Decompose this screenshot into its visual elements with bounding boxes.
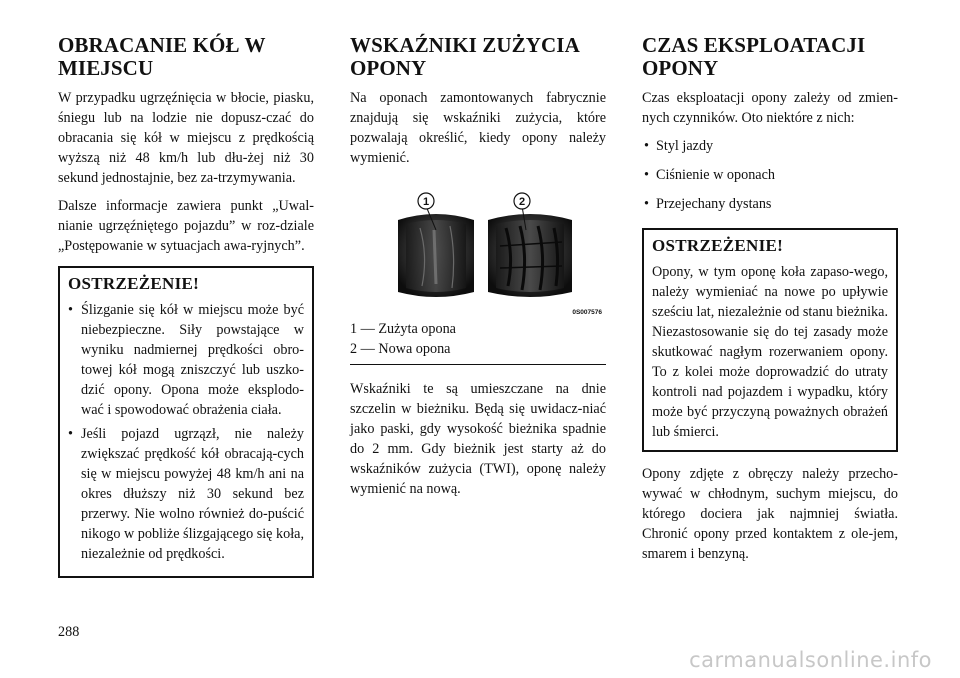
new-tire-icon bbox=[488, 214, 572, 297]
paragraph: Dalsze informacje zawiera punkt „Uwal-nianie ugrzęźniętego pojazdu” w roz-dziale „Postępowanie w sytuacjach awa-ryjnych”. bbox=[58, 198, 314, 254]
warning-item: • Ślizganie się kół w miejscu może być niebezpieczne. Siły powstające w wyniku nadmiernej prędkości obro-towej kół mogą zniszczyć lub uszko-dzić opony. Opona może eksplodo-wać i spowodować obrażenia ciała. bbox=[68, 300, 304, 420]
watermark: carmanualsonline.info bbox=[689, 648, 932, 672]
paragraph: Czas eksploatacji opony zależy od zmien-nych czynników. Oto niektóre z nich: bbox=[642, 90, 898, 126]
warning-title: OSTRZEŻENIE! bbox=[652, 236, 784, 255]
figure-code: 0S007576 bbox=[572, 309, 602, 316]
paragraph: W przypadku ugrzęźnięcia w błocie, piasku, śniegu lub na lodzie nie dopusz-czać do obracania się kół w miejscu z prędkością wyższą niż 48 km/h lub dłu-żej niż 30 sekund jednostajnie, bez za-trzymywania. bbox=[58, 90, 314, 186]
paragraph: Na oponach zamontowanych fabrycznie znajdują się wskaźniki zużycia, które pozwalają określić, kiedy opony należy wymienić. bbox=[350, 90, 606, 166]
column-tread-wear-indicators bbox=[350, 34, 606, 507]
warning-title: OSTRZEŻENIE! bbox=[68, 274, 200, 293]
list-item: • Przejechany dystans bbox=[644, 196, 772, 212]
list-item: • Ciśnienie w oponach bbox=[644, 167, 775, 183]
warning-box bbox=[642, 228, 898, 452]
figure-caption-1: 1 — Zużyta opona bbox=[350, 321, 456, 337]
list-item: • Styl jazdy bbox=[644, 138, 714, 154]
warning-box bbox=[58, 266, 314, 578]
divider bbox=[350, 364, 606, 365]
figure-caption-2: 2 — Nowa opona bbox=[350, 341, 451, 357]
callout-label-1: 1 bbox=[422, 196, 430, 208]
tire-figure-svg bbox=[350, 190, 606, 318]
warning-text: Opony, w tym oponę koła zapaso-wego, należy wymieniać na nowe po upływie sześciu lat, niezależnie od stanu bieżnika. Niezastosowanie się do tej zasady może skutkować nagłym rozerwaniem opony. To z kolei może doprowadzić do utraty kontroli nad pojazdem i wypadku, który może być przyczyną poważnych obrażeń lub śmierci. bbox=[652, 264, 888, 440]
page-number: 288 bbox=[58, 624, 80, 640]
warning-list bbox=[68, 300, 304, 564]
section-heading-spinning: OBRACANIE KÓŁ W MIEJSCU bbox=[58, 33, 266, 80]
section-heading-tire-life: CZAS EKSPLOATACJI OPONY bbox=[642, 33, 866, 80]
paragraph: Wskaźniki te są umieszczane na dnie szczelin w bieżniku. Będą się uwidacz-niać jako paski, gdy wysokość bieżnika spadnie do 2 mm. Gdy bieżnik jest starty aż do wskaźników zużycia (TWI), oponę należy wymienić na nową. bbox=[350, 381, 606, 497]
column-tire-life bbox=[642, 34, 898, 572]
worn-tire-icon bbox=[398, 214, 474, 297]
paragraph: Opony zdjęte z obręczy należy przecho-wywać w chłodnym, suchym miejscu, do którego dociera jak najmniej światła. Chronić opony przed kontaktem z ole-jem, smarem i benzyną. bbox=[642, 466, 898, 562]
section-heading-indicators: WSKAŹNIKI ZUŻYCIA OPONY bbox=[350, 33, 580, 80]
factor-list bbox=[642, 136, 898, 214]
callout-label-2: 2 bbox=[518, 196, 526, 208]
column-spinning-wheels bbox=[58, 34, 314, 578]
tire-illustration bbox=[350, 190, 606, 318]
warning-item: • Jeśli pojazd ugrzązł, nie należy zwiększać prędkość kół obracają-cych się w miejscu powyżej 48 km/h ani na okres dłuższy niż 30 sekund bez przerwy. Nie wolno również do-puścić nikogo w pobliże ślizgającego się koła, niezależnie od prędkości. bbox=[68, 424, 304, 564]
